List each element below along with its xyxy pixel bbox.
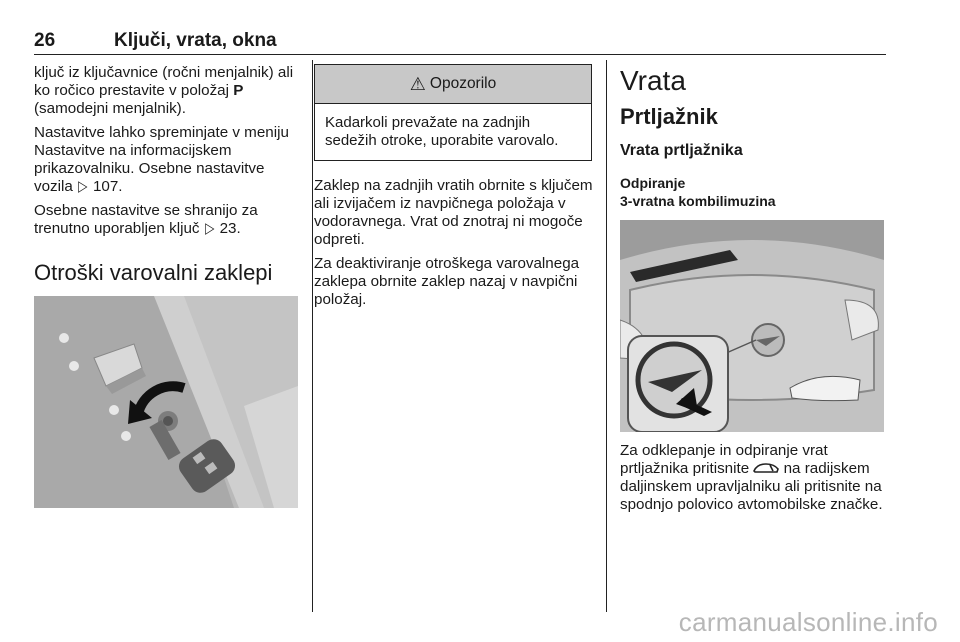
subheading-model: 3-vratna kombilimuzina: [620, 193, 776, 209]
column-middle: [314, 64, 594, 315]
column-right: [620, 64, 890, 520]
page-header: [34, 30, 886, 55]
page-number: 26: [34, 30, 56, 51]
warning-text: Kadarkoli prevažate na zadnjih sedežih otroke, uporabite varovalo.: [325, 114, 559, 149]
child-lock-illustration: [34, 296, 298, 508]
section-heading: Otroški varovalni zaklepi: [34, 260, 273, 285]
subheading-opening: Odpiranje: [620, 175, 686, 191]
paragraph: Za deaktiviranje otroškega varovalnega zaklepa obrnite zaklep nazaj v navpični položaj.: [314, 255, 580, 308]
column-divider: [606, 60, 607, 612]
paragraph: Zaklep na zadnjih vratih obrnite s ključem ali izvijačem iz navpičnega položaja v vodoravnega. Vrat od znotraj ni mogoče odpreti.: [314, 177, 593, 248]
page-title: Ključi, vrata, okna: [114, 30, 277, 51]
warning-header: [315, 65, 591, 104]
page-ref-icon: ▷: [78, 178, 88, 195]
column-divider: [312, 60, 313, 612]
subsection-heading: Vrata prtljažnika: [620, 142, 743, 159]
chapter-heading: Vrata: [620, 65, 686, 96]
page-ref-link[interactable]: 23.: [215, 220, 241, 237]
paragraph: Osebne nastavitve se shranijo za trenutno uporabljen ključ ▷ 23.: [34, 202, 258, 237]
paragraph: ključ iz ključavnice (ročni menjalnik) ali ko ročico prestavite v položaj P (samodejni menjalnik).: [34, 64, 294, 117]
column-left: [34, 64, 304, 508]
gear-position: P: [233, 82, 244, 99]
page-ref-link[interactable]: 107.: [88, 178, 123, 195]
paragraph: Nastavitve lahko spreminjate v meniju Nastavitve na informacijskem prikazovalniku. Osebne nastavitve vozila ▷ 107.: [34, 124, 289, 195]
warning-title: Opozorilo: [429, 75, 497, 92]
page-ref-icon: ▷: [204, 220, 215, 237]
tailgate-key-icon: [753, 462, 779, 474]
section-heading: Prtljažnik: [620, 104, 718, 129]
tailgate-illustration: [620, 220, 884, 432]
paragraph: Za odklepanje in odpiranje vrat prtljažnika pritisnite na radijskem daljinskem upravljalniku ali pritisnite na spodnjo polovico avtomobilske značke.: [620, 442, 883, 513]
watermark: carmanualsonline.info: [678, 607, 938, 637]
warning-box: [314, 64, 592, 161]
warning-icon: ⚠: [409, 74, 426, 94]
